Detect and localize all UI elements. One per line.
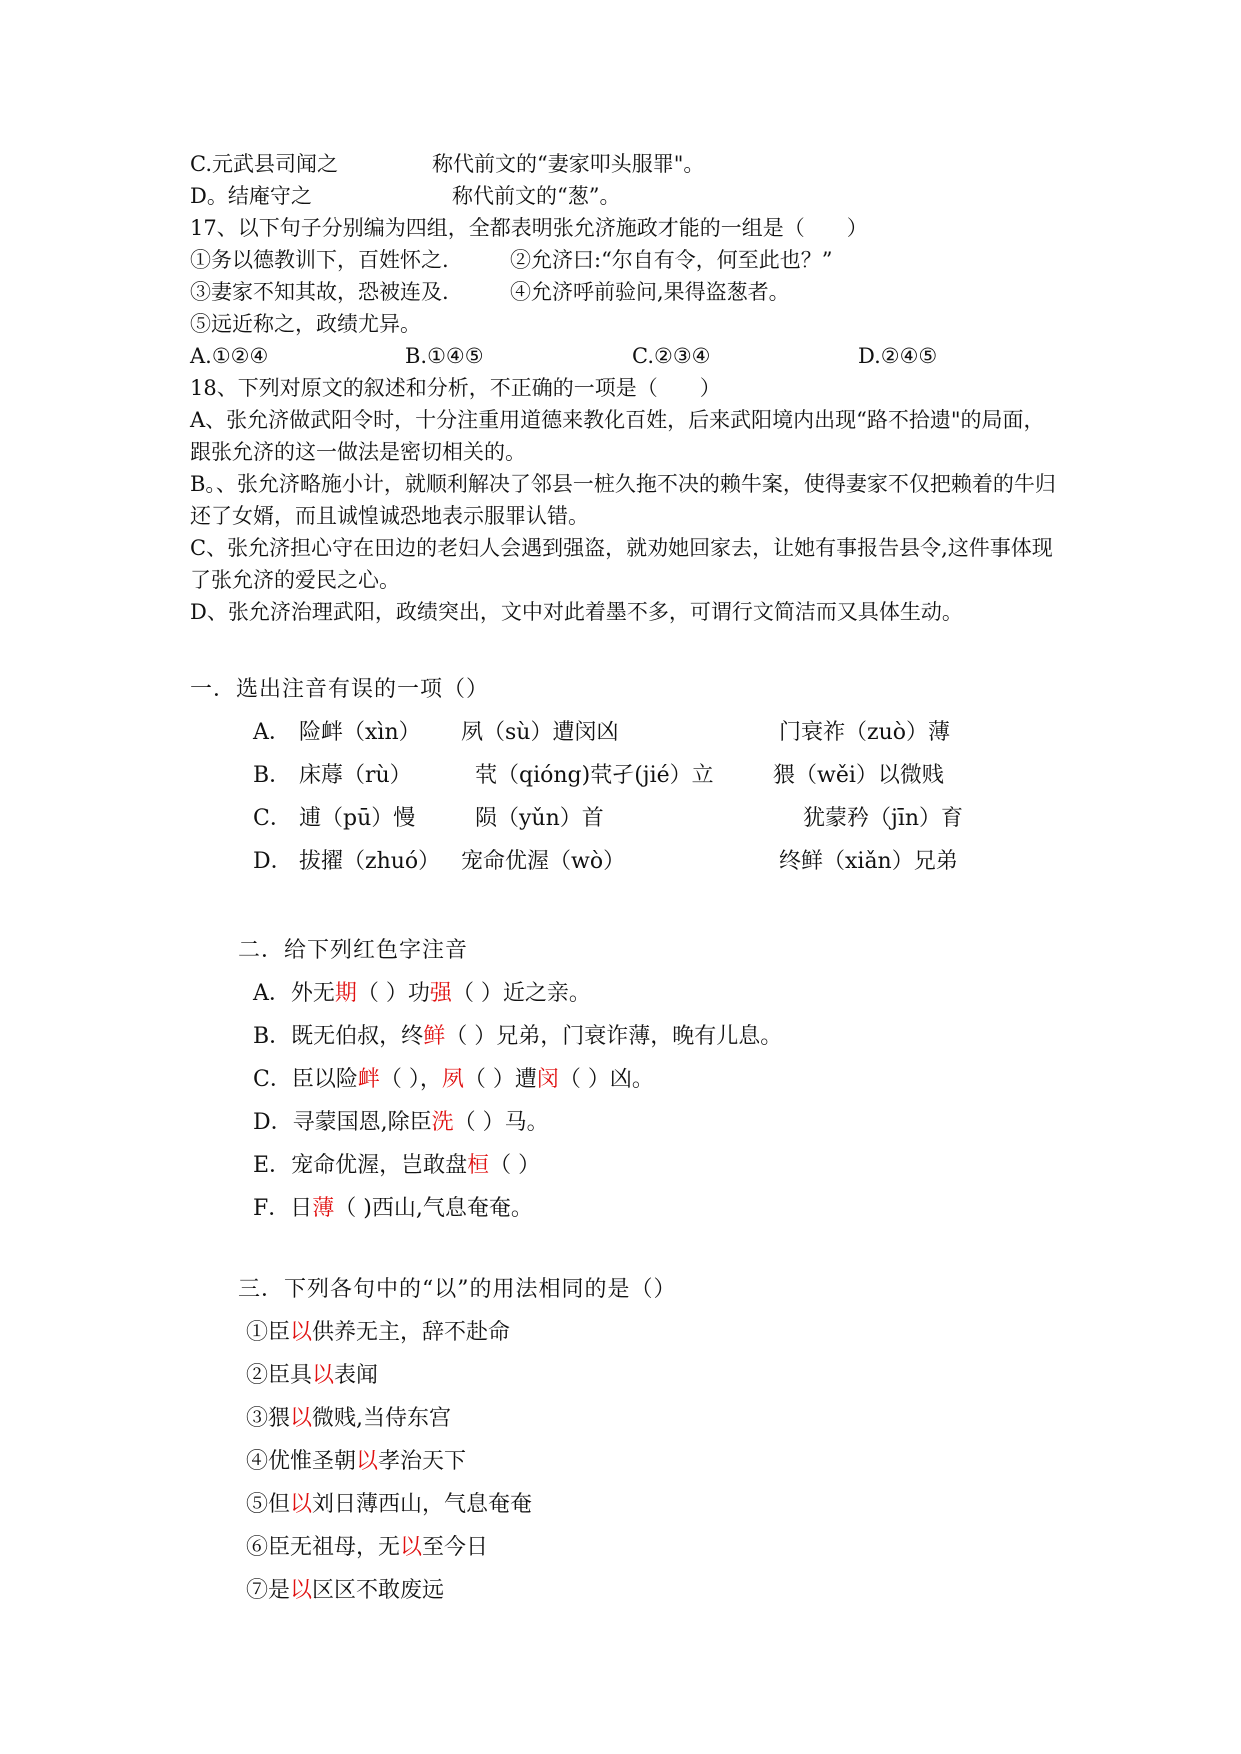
sec1-option-c-part1: 逋（pū）慢 xyxy=(299,806,416,831)
sec3-item-4-post: 孝治天下 xyxy=(378,1449,467,1474)
sec2-item-b-text2: （ ）兄弟，门衰诈薄，晚有儿息。 xyxy=(445,1024,783,1049)
sec2-item-c-red3: 闵 xyxy=(536,1067,559,1092)
sec2-item-b-label: B． xyxy=(253,1024,292,1049)
sec1-option-d xyxy=(190,840,963,883)
sec2-item-c-label: C． xyxy=(253,1067,292,1092)
sec2-item-e-text1: 宠命优渥，岂敢盘 xyxy=(291,1153,468,1178)
sec3-item-7 xyxy=(238,1569,677,1612)
sec2-item-b-red1: 鲜 xyxy=(423,1024,446,1049)
sec1-option-c-label: C． xyxy=(253,806,292,831)
sec2-item-c-red1: 衅 xyxy=(357,1067,380,1092)
sec1-option-b-part3: 猥（wěi）以微贱 xyxy=(773,763,944,788)
q18-question: 18、下列对原文的叙述和分析，不正确的一项是（ ） xyxy=(190,376,721,400)
q17-option-a: A.①②④ xyxy=(190,344,269,368)
sec3-item-6-post: 至今日 xyxy=(422,1535,489,1560)
sec3-item-7-pre: ⑦是 xyxy=(246,1578,291,1603)
sec3-item-1 xyxy=(238,1311,677,1354)
sec3-item-3-yi: 以 xyxy=(290,1406,313,1431)
sec3-item-2-post: 表闻 xyxy=(334,1363,379,1388)
sec2-item-f-text1: 日 xyxy=(290,1196,313,1221)
q17-item4: ④允济呼前验问,果得盗葱者。 xyxy=(510,280,790,304)
line-d xyxy=(190,180,1060,212)
section-1-title: 一．选出注音有误的一项（） xyxy=(190,677,490,702)
section-1 xyxy=(190,668,963,883)
sec3-item-2-pre: ②臣具 xyxy=(246,1363,313,1388)
sec1-option-c-part2: 陨（yǔn）首 xyxy=(475,806,604,831)
sec2-item-a-label: A． xyxy=(253,981,291,1006)
q17-option-b: B.①④⑤ xyxy=(405,344,484,368)
sec1-option-a xyxy=(190,711,963,754)
section-3 xyxy=(238,1268,677,1612)
q17-items-row1 xyxy=(190,244,1060,276)
sec2-item-f-label: F． xyxy=(253,1196,291,1221)
sec2-item-f xyxy=(238,1187,782,1230)
sec1-option-b-part2: 茕（qióng)茕孑(jié）立 xyxy=(475,763,714,788)
sec2-item-d-red1: 洗 xyxy=(431,1110,454,1135)
sec2-item-c-text4: （ ）凶。 xyxy=(558,1067,654,1092)
q17-item1: ①务以德教训下，百姓怀之. xyxy=(190,248,449,272)
sec2-item-e xyxy=(238,1144,782,1187)
q17-option-c: C.②③④ xyxy=(632,344,711,368)
sec2-item-c-text2: （ ）， xyxy=(379,1067,442,1092)
sec2-item-e-label: E． xyxy=(253,1153,292,1178)
q18-option-d: D、张允济治理武阳，政绩突出，文中对此着墨不多，可谓行文简洁而又具体生动。 xyxy=(190,600,963,624)
sec2-item-c xyxy=(238,1058,782,1101)
line-d-right: 称代前文的“葱”。 xyxy=(452,184,621,208)
sec3-item-2-yi: 以 xyxy=(312,1363,335,1388)
sec3-item-6 xyxy=(238,1526,677,1569)
sec1-option-d-label: D． xyxy=(253,849,293,874)
sec3-item-5 xyxy=(238,1483,677,1526)
sec3-item-5-post: 刘日薄西山，气息奄奄 xyxy=(312,1492,533,1517)
sec3-item-3 xyxy=(238,1397,677,1440)
sec1-option-a-part2: 夙（sù）遭闵凶 xyxy=(461,720,619,745)
q17-item2: ②允济曰:“尔自有令，何至此也？” xyxy=(510,248,833,272)
sec1-option-d-part2: 宠命优渥（wò） xyxy=(461,849,626,874)
sec3-item-1-pre: ①臣 xyxy=(246,1320,291,1345)
sec2-item-a-text1: 外无 xyxy=(290,981,335,1006)
section-3-title: 三．下列各句中的“以”的用法相同的是（） xyxy=(238,1277,677,1302)
sec1-option-d-part3: 终鲜（xiǎn）兄弟 xyxy=(779,849,958,874)
sec2-item-e-text2: （ ） xyxy=(489,1153,541,1178)
line-c xyxy=(190,148,1060,180)
sec1-option-a-part1: 险衅（xìn） xyxy=(299,720,421,745)
q17-options xyxy=(190,340,1060,372)
sec2-item-a-text2: （ ）功 xyxy=(356,981,430,1006)
sec3-item-7-post: 区区不敢废远 xyxy=(312,1578,445,1603)
sec2-item-b xyxy=(238,1015,782,1058)
sec2-item-d xyxy=(238,1101,782,1144)
sec1-option-b xyxy=(190,754,963,797)
sec2-item-c-text1: 臣以险 xyxy=(291,1067,358,1092)
sec3-item-4-yi: 以 xyxy=(356,1449,379,1474)
section-2 xyxy=(238,929,782,1230)
sec2-item-c-red2: 夙 xyxy=(441,1067,464,1092)
q18-option-c: C、张允济担心守在田边的老妇人会遇到强盗，就劝她回家去，让她有事报告县令,这件事体现了张允济的爱民之心。 xyxy=(190,536,1053,592)
q17-option-d: D.②④⑤ xyxy=(858,344,938,368)
line-d-left: D。结庵守之 xyxy=(190,184,312,208)
sec3-item-1-yi: 以 xyxy=(290,1320,313,1345)
q18-option-b: B。、张允济略施小计，就顺利解决了邻县一桩久拖不决的赖牛案，使得妻家不仅把赖着的牛归还了女婿，而且诚惶诚恐地表示服罪认错。 xyxy=(190,472,1056,528)
sec2-item-f-text2: （ )西山,气息奄奄。 xyxy=(334,1196,533,1221)
sec3-item-4-pre: ④优惟圣朝 xyxy=(246,1449,357,1474)
q17-item3: ③妻家不知其故，恐被连及. xyxy=(190,280,449,304)
sec2-item-a-red2: 强 xyxy=(429,981,452,1006)
sec3-item-5-yi: 以 xyxy=(290,1492,313,1517)
sec3-item-4 xyxy=(238,1440,677,1483)
sec3-item-3-pre: ③猥 xyxy=(246,1406,291,1431)
q18-option-a: A、张允济做武阳令时，十分注重用道德来教化百姓，后来武阳境内出现“路不拾遗"的局面，跟张允济的这一做法是密切相关的。 xyxy=(190,408,1045,464)
sec1-option-b-label: B． xyxy=(253,763,292,788)
section-2-title: 二．给下列红色字注音 xyxy=(238,938,469,963)
sec1-option-b-part1: 床蓐（rù） xyxy=(299,763,412,788)
line-c-left: C.元武县司闻之 xyxy=(190,152,338,176)
sec3-item-1-post: 供养无主，辞不赴命 xyxy=(312,1320,511,1345)
sec3-item-3-post: 微贱,当侍东宫 xyxy=(312,1406,452,1431)
sec3-item-2 xyxy=(238,1354,677,1397)
sec2-item-d-text1: 寻蒙国恩,除臣 xyxy=(292,1110,432,1135)
line-c-right: 称代前文的“妻家叩头服罪"。 xyxy=(432,152,705,176)
sec2-item-a-text3: （ ）近之亲。 xyxy=(451,981,591,1006)
sec2-item-d-label: D． xyxy=(253,1110,293,1135)
part1 xyxy=(190,148,1060,628)
sec2-item-a-red1: 期 xyxy=(334,981,357,1006)
sec2-item-d-text2: （ ）马。 xyxy=(453,1110,549,1135)
sec2-item-c-text3: （ ）遭 xyxy=(463,1067,537,1092)
sec1-option-c xyxy=(190,797,963,840)
sec1-option-a-part3: 门衰祚（zuò）薄 xyxy=(779,720,951,745)
sec1-option-d-part1: 拔擢（zhuó） xyxy=(299,849,441,874)
sec1-option-c-part3: 犹蒙矜（jīn）育 xyxy=(803,806,964,831)
sec2-item-f-red1: 薄 xyxy=(312,1196,335,1221)
q17-item5: ⑤远近称之，政绩尤异。 xyxy=(190,312,421,336)
q17-items-row2 xyxy=(190,276,1060,308)
sec3-item-7-yi: 以 xyxy=(290,1578,313,1603)
q17-question: 17、以下句子分别编为四组，全都表明张允济施政才能的一组是（ ） xyxy=(190,216,868,240)
sec3-item-6-yi: 以 xyxy=(400,1535,423,1560)
sec1-option-a-label: A． xyxy=(253,720,291,745)
sec2-item-e-red1: 桓 xyxy=(467,1153,490,1178)
sec2-item-a xyxy=(238,972,782,1015)
sec2-item-b-text1: 既无伯叔，终 xyxy=(291,1024,424,1049)
sec3-item-5-pre: ⑤但 xyxy=(246,1492,291,1517)
sec3-item-6-pre: ⑥臣无祖母，无 xyxy=(246,1535,401,1560)
